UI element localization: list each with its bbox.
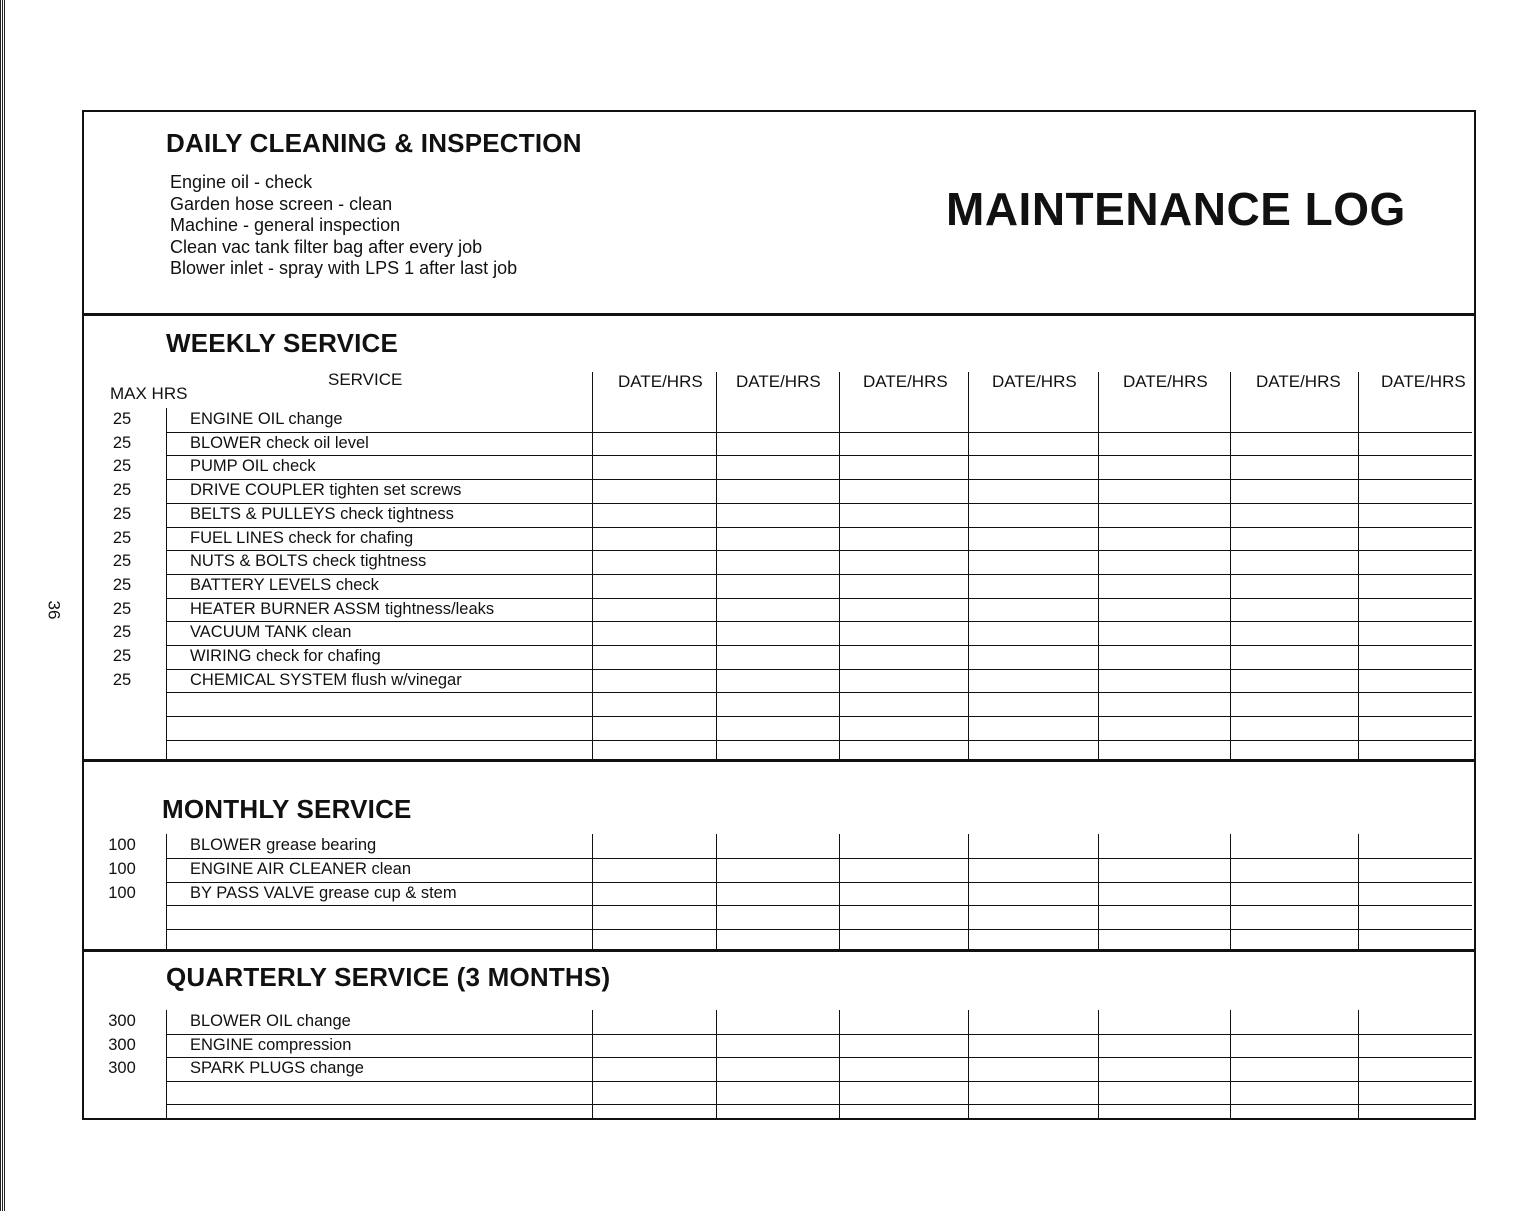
daily-item: Clean vac tank filter bag after every job [170, 236, 483, 257]
max-hrs-value: 100 [108, 836, 136, 854]
monthly-grid [84, 834, 1474, 952]
daily-section [84, 112, 1474, 316]
max-hrs-value: 25 [112, 647, 132, 665]
max-hrs-value: 25 [112, 552, 132, 571]
service-row [84, 481, 584, 505]
max-hrs-value: 25 [112, 599, 132, 618]
max-hrs-value: 25 [112, 433, 132, 452]
service-row [84, 1012, 584, 1036]
maintenance-log-form [82, 110, 1476, 1120]
grid-column-line [1358, 372, 1359, 762]
daily-item: Engine oil - check [170, 172, 313, 192]
grid-column-line [839, 834, 840, 952]
service-task: BLOWER check oil level [190, 433, 369, 452]
grid-column-line [716, 372, 717, 762]
quarterly-heading: QUARTERLY SERVICE (3 MONTHS) [166, 962, 611, 992]
max-hrs-value: 25 [112, 528, 132, 547]
service-row [84, 457, 584, 481]
grid-row-line [166, 929, 1472, 930]
max-hrs-value: 25 [112, 623, 132, 642]
date-hrs-header: DATE/HRS [863, 372, 948, 391]
weekly-heading: WEEKLY SERVICE [166, 328, 399, 358]
grid-row-line [166, 716, 1472, 717]
monthly-heading: MONTHLY SERVICE [162, 794, 412, 824]
service-task: BELTS & PULLEYS check tightness [190, 504, 454, 523]
service-row [84, 647, 584, 671]
service-task: CHEMICAL SYSTEM flush w/vinegar [190, 670, 462, 689]
date-hrs-header: DATE/HRS [618, 372, 703, 391]
service-row [84, 623, 584, 647]
grid-column-line [1098, 372, 1099, 762]
service-task: ENGINE AIR CLEANER clean [190, 859, 411, 878]
grid-column-line [1230, 834, 1231, 952]
grid-column-line [1098, 1010, 1099, 1118]
daily-item: Machine - general inspection [170, 215, 401, 235]
grid-column-line [592, 834, 593, 952]
service-task: ENGINE compression [190, 1035, 352, 1054]
grid-column-line [592, 372, 593, 762]
service-task: WIRING check for chafing [190, 647, 381, 665]
service-row [84, 410, 584, 434]
service-task: HEATER BURNER ASSM tightness/leaks [190, 599, 495, 618]
service-task: BLOWER OIL change [190, 1012, 351, 1030]
service-task: VACUUM TANK clean [190, 623, 352, 642]
grid-column-line [968, 372, 969, 762]
service-row [84, 860, 584, 884]
service-task: SPARK PLUGS change [190, 1059, 364, 1078]
grid-column-line [839, 372, 840, 762]
max-hrs-value: 25 [112, 670, 132, 689]
service-row [84, 576, 584, 600]
service-row [84, 1036, 584, 1060]
daily-item: Garden hose screen - clean [170, 193, 393, 214]
weekly-section [84, 316, 1474, 762]
grid-column-line [592, 1010, 593, 1118]
service-row [84, 505, 584, 529]
service-header: SERVICE [328, 370, 403, 389]
daily-item: Blower inlet - spray with LPS 1 after last job [170, 258, 518, 278]
quarterly-section [84, 952, 1474, 1118]
monthly-section [84, 762, 1474, 952]
date-hrs-header: DATE/HRS [736, 372, 821, 391]
date-hrs-header: DATE/HRS [992, 372, 1077, 391]
page-number: 36 [44, 600, 64, 620]
date-hrs-header: DATE/HRS [1123, 372, 1208, 391]
binder-edge [0, 0, 6, 1211]
daily-checklist [170, 172, 517, 280]
service-row [84, 1059, 584, 1083]
grid-column-line [716, 834, 717, 952]
service-task: BLOWER grease bearing [190, 836, 377, 854]
service-row [84, 529, 584, 553]
service-task: FUEL LINES check for chafing [190, 528, 414, 547]
grid-column-line [1230, 1010, 1231, 1118]
grid-column-line [716, 1010, 717, 1118]
service-row [84, 600, 584, 624]
service-row [84, 434, 584, 458]
service-row [84, 836, 584, 860]
weekly-grid [84, 372, 1474, 762]
max-hrs-value: 25 [112, 481, 132, 500]
service-task: ENGINE OIL change [190, 410, 343, 428]
grid-column-line [1358, 834, 1359, 952]
grid-row-line [166, 740, 1472, 741]
service-row [84, 884, 584, 908]
page-title: MAINTENANCE LOG [946, 183, 1406, 235]
grid-column-line [839, 1010, 840, 1118]
max-hrs-value: 100 [108, 859, 136, 878]
grid-column-line [1358, 1010, 1359, 1118]
service-task: DRIVE COUPLER tighten set screws [190, 481, 462, 500]
max-hrs-value: 25 [112, 575, 132, 594]
date-hrs-header: DATE/HRS [1256, 372, 1341, 391]
max-hrs-value: 25 [112, 504, 132, 523]
max-hrs-value: 25 [112, 457, 132, 476]
daily-heading: DAILY CLEANING & INSPECTION [166, 128, 582, 158]
service-task: NUTS & BOLTS check tightness [190, 552, 427, 571]
grid-row-line [166, 1104, 1472, 1105]
grid-column-line [1230, 372, 1231, 762]
service-task: BY PASS VALVE grease cup & stem [190, 883, 457, 902]
service-row [84, 552, 584, 576]
grid-column-line [968, 1010, 969, 1118]
service-task: PUMP OIL check [190, 457, 316, 476]
max-hrs-value: 300 [108, 1059, 136, 1078]
service-task: BATTERY LEVELS check [190, 575, 379, 594]
max-hrs-value: 300 [108, 1012, 136, 1030]
grid-column-line [968, 834, 969, 952]
max-hrs-value: 25 [112, 410, 132, 428]
max-hrs-value: 100 [108, 883, 136, 902]
service-row [84, 671, 584, 695]
grid-column-line [1098, 834, 1099, 952]
max-hrs-header: MAX HRS [110, 384, 188, 403]
quarterly-grid [84, 1010, 1474, 1118]
date-hrs-header: DATE/HRS [1381, 372, 1466, 391]
max-hrs-value: 300 [108, 1035, 136, 1054]
